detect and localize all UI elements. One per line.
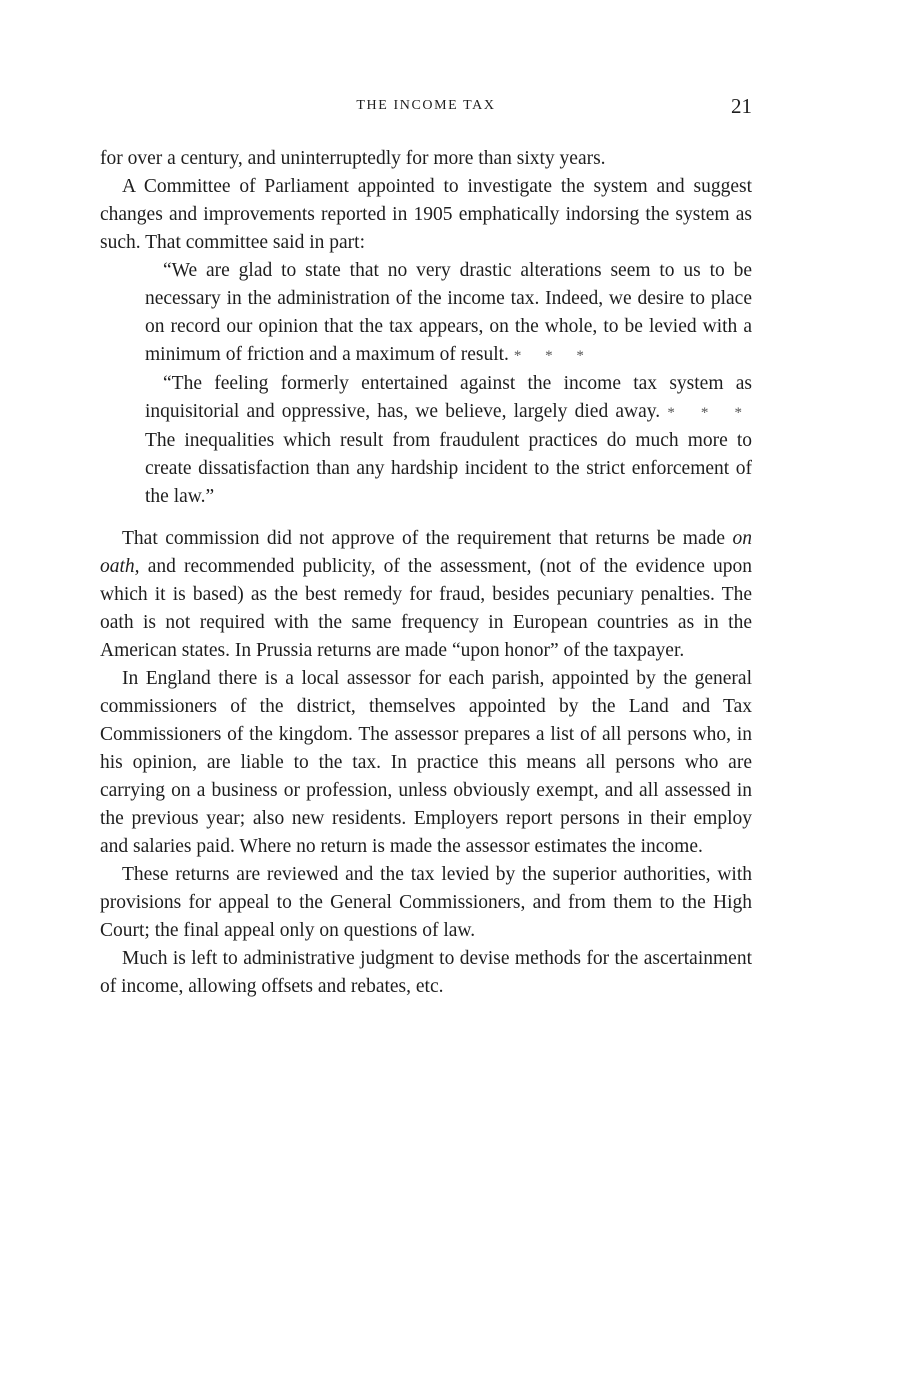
emphasis-on-oath: on oath, (100, 528, 753, 577)
quote-2-text-b: The inequalities which result from fraudulent practices do much more to create dissatisfaction than any hardship incident to the strict enforcement of the law.” (145, 430, 752, 507)
body-text (100, 145, 752, 1001)
ellipsis-stars: * * * (667, 405, 753, 421)
commission-text-b: and recommended publicity, of the assessment, (not of the evidence upon which it is based) as the best remedy for fraud, besides pecuniary penalties. The oath is not required with the same frequency in European countries as in the American states. In Prussia returns are made “upon honor” of the taxpayer. (100, 556, 752, 661)
paragraph-administrative: Much is left to administrative judgment to devise methods for the ascertainment of income, allowing offsets and rebates, etc. (100, 948, 752, 997)
quote-2-text-a: “The feeling formerly entertained against the income tax system as inquisitorial and oppressive, has, we believe, largely died away. (145, 373, 752, 422)
paragraph-committee: A Committee of Parliament appointed to investigate the system and suggest changes and improvements reported in 1905 emphatically indorsing the system as such. That committee said in part: (100, 176, 752, 253)
quote-paragraph-1 (145, 257, 752, 370)
commission-text-a: That commission did not approve of the requirement that returns be made (122, 528, 726, 549)
paragraph-continuation: for over a century, and uninterruptedly for more than sixty years. (100, 148, 606, 169)
paragraph-england: In England there is a local assessor for each parish, appointed by the general commissioners of the district, themselves appointed by the Land and Tax Commissioners of the kingdom. The assessor prepares a list of all persons who, in his opinion, are liable to the tax. In practice this means all persons who are carrying on a business or profession, unless obviously exempt, and all assessed in the previous year; also new residents. Employers report persons in their employ and salaries paid. Where no return is made the assessor estimates the income. (100, 668, 752, 857)
page-number: 21 (731, 94, 752, 118)
paragraph-returns: These returns are reviewed and the tax levied by the superior authorities, with provisions for appeal to the General Commissioners, and from them to the High Court; the final appeal only on questions of law. (100, 864, 752, 941)
quote-paragraph-2 (145, 370, 752, 511)
running-title: THE INCOME TAX (356, 98, 496, 113)
ellipsis-stars: * * * (513, 348, 594, 364)
running-head (100, 94, 752, 124)
paragraph-commission (100, 525, 752, 665)
quote-1-text: “We are glad to state that no very drastic alterations seem to us to be necessary in the administration of the income tax. Indeed, we desire to place on record our opinion that the tax appears, on the whole, to be levied with a minimum of friction and a maximum of result. (145, 260, 752, 365)
